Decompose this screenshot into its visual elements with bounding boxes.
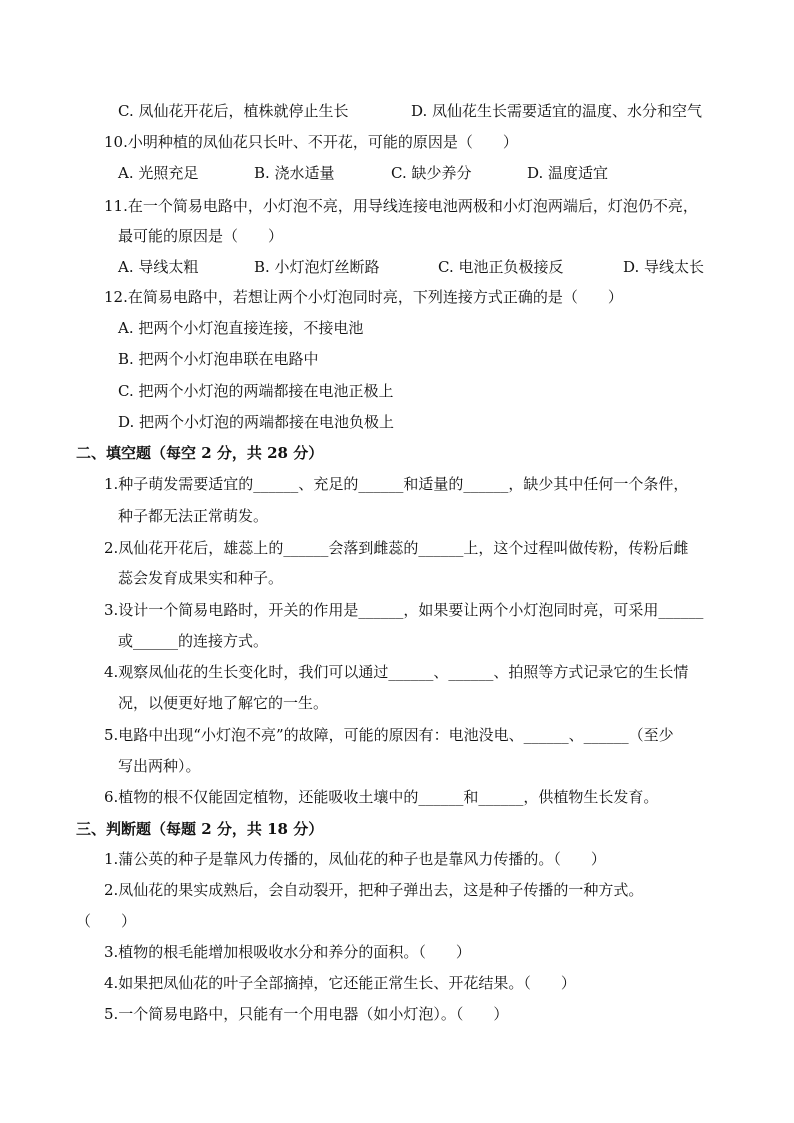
s2-q1-line2: 种子都无法正常萌发。 xyxy=(118,507,269,525)
q12-option-d: D. 把两个小灯泡的两端都接在电池负极上 xyxy=(118,413,395,431)
q11-stem-line2: 最可能的原因是（ ） xyxy=(118,227,284,245)
s3-q3: 3.植物的根毛能增加根吸收水分和养分的面积。（ ） xyxy=(104,943,471,961)
q9-option-c: C. 凤仙花开花后，植株就停止生长 xyxy=(118,102,349,120)
q11-stem-line1: 11.在一个简易电路中，小灯泡不亮，用导线连接电池两极和小灯泡两端后，灯泡仍不亮， xyxy=(104,197,698,215)
q12-option-a: A. 把两个小灯泡直接连接，不接电池 xyxy=(118,319,364,337)
s3-q4: 4.如果把凤仙花的叶子全部摘掉，它还能正常生长、开花结果。（ ） xyxy=(104,974,576,992)
s2-q4-line1: 4.观察凤仙花的生长变化时，我们可以通过______、______、拍照等方式记录它的生长情 xyxy=(104,663,689,681)
s2-q5-line2: 写出两种）。 xyxy=(118,757,201,775)
s2-q2-line2: 蕊会发育成果实和种子。 xyxy=(118,569,284,587)
q10-option-c: C. 缺少养分 xyxy=(391,164,472,182)
s2-q5-line1: 5.电路中出现“小灯泡不亮”的故障，可能的原因有：电池没电、______、______（至少 xyxy=(104,726,674,744)
s2-q3-line2: 或______的连接方式。 xyxy=(118,632,269,650)
s2-q3-line1: 3.设计一个简易电路时，开关的作用是______，如果要让两个小灯泡同时亮，可采用______ xyxy=(104,601,704,619)
s3-q5: 5.一个简易电路中，只能有一个用电器（如小灯泡）。（ ） xyxy=(104,1005,509,1023)
q11-option-c: C. 电池正负极接反 xyxy=(438,258,564,276)
s2-q4-line2: 况，以便更好地了解它的一生。 xyxy=(118,694,329,712)
s2-q1-line1: 1.种子萌发需要适宜的______、充足的______和适量的______，缺少其中任何一个条件， xyxy=(104,475,689,493)
q10-option-a: A. 光照充足 xyxy=(118,164,199,182)
q11-option-b: B. 小灯泡灯丝断路 xyxy=(254,258,380,276)
q12-option-b: B. 把两个小灯泡串联在电路中 xyxy=(118,350,319,368)
q10-option-d: D. 温度适宜 xyxy=(527,164,609,182)
s3-q2-line2: （ ） xyxy=(76,912,137,930)
q11-option-a: A. 导线太粗 xyxy=(118,258,199,276)
q12-option-c: C. 把两个小灯泡的两端都接在电池正极上 xyxy=(118,382,394,400)
q12-stem: 12.在简易电路中，若想让两个小灯泡同时亮，下列连接方式正确的是（ ） xyxy=(104,288,623,306)
q11-option-d: D. 导线太长 xyxy=(623,258,705,276)
q9-option-d: D. 凤仙花生长需要适宜的温度、水分和空气 xyxy=(411,102,703,120)
section3-title: 三、判断题（每题 2 分，共 18 分） xyxy=(76,820,324,838)
q10-option-b: B. 浇水适量 xyxy=(254,164,335,182)
section2-title: 二、填空题（每空 2 分，共 28 分） xyxy=(76,444,324,462)
s2-q6: 6.植物的根不仅能固定植物，还能吸收土壤中的______和______，供植物生长发育。 xyxy=(104,788,659,806)
s2-q2-line1: 2.凤仙花开花后，雄蕊上的______会落到雌蕊的______上，这个过程叫做传粉，传粉后雌 xyxy=(104,539,689,557)
s3-q1: 1.蒲公英的种子是靠风力传播的，凤仙花的种子也是靠风力传播的。（ ） xyxy=(104,850,606,868)
q10-stem: 10.小明种植的凤仙花只长叶、不开花，可能的原因是（ ） xyxy=(104,133,518,151)
s3-q2-line1: 2.凤仙花的果实成熟后，会自动裂开，把种子弹出去，这是种子传播的一种方式。 xyxy=(104,881,644,899)
